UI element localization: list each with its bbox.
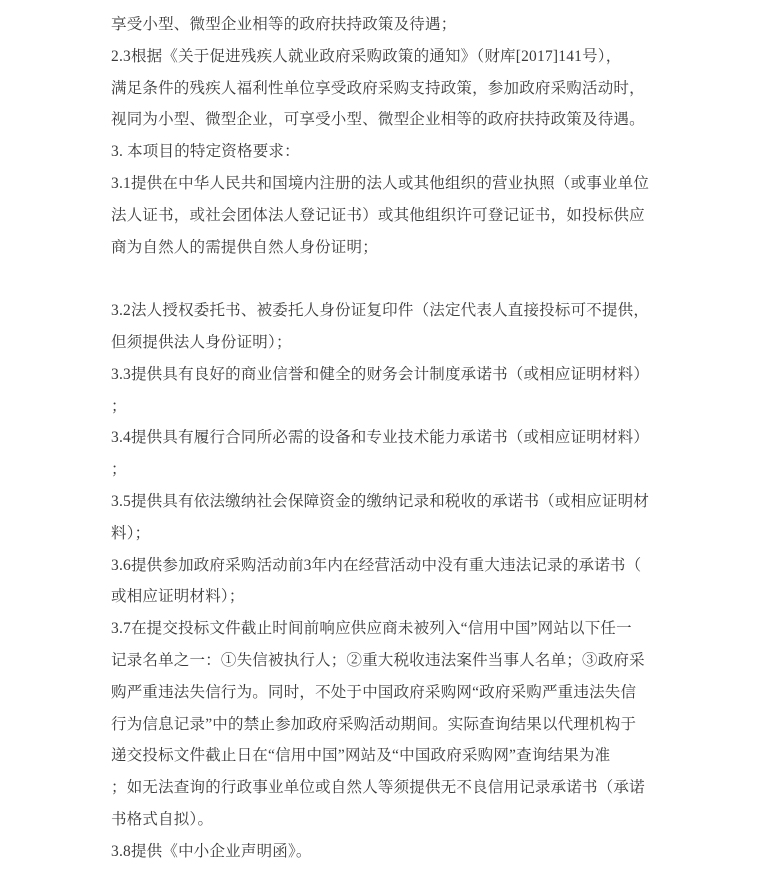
text-line: 享受小型、微型企业相等的政府扶持政策及待遇； (111, 16, 457, 33)
text-line: 但须提供法人身份证明）； (111, 333, 292, 351)
text-line: ； (111, 397, 127, 415)
text-line: 视同为小型、微型企业，可享受小型、微型企业相等的政府扶持政策及待遇。 (111, 111, 645, 129)
text-line: 3.8提供《中小企业声明函》。 (111, 842, 312, 860)
text-line: 记录名单之一：①失信被执行人；②重大税收违法案件当事人名单；③政府采 (111, 651, 645, 669)
text-line: 3. 本项目的特定资格要求： (111, 143, 300, 161)
document-text-block (111, 9, 741, 868)
text-line: 3.5提供具有依法缴纳社会保障资金的缴纳记录和税收的承诺书（或相应证明材 (111, 492, 650, 510)
text-line: 3.3提供具有良好的商业信誉和健全的财务会计制度承诺书（或相应证明材料） (111, 365, 650, 383)
text-line: 3.1提供在中华人民共和国境内注册的法人或其他组织的营业执照（或事业单位 (111, 174, 650, 192)
text-line: 3.6提供参加政府采购活动前3年内在经营活动中没有重大违法记录的承诺书（ (111, 556, 642, 574)
text-line: 书格式自拟）。 (111, 810, 214, 828)
text-line: ；如无法查询的行政事业单位或自然人等须提供无不良信用记录承诺书（承诺 (111, 779, 645, 797)
text-line: 料）； (111, 524, 151, 542)
text-line: 递交投标文件截止日在“信用中国”网站及“中国政府采购网”查询结果为准 (111, 747, 611, 765)
text-line: 3.2法人授权委托书、被委托人身份证复印件（法定代表人直接投标可不提供， (111, 302, 650, 320)
text-line: 2.3根据《关于促进残疾人就业政府采购政策的通知》（财库[2017]141号）， (111, 47, 622, 65)
text-line: 法人证书，或社会团体法人登记证书）或其他组织许可登记证书，如投标供应 (111, 206, 645, 224)
text-line: 购严重违法失信行为。同时，不处于中国政府采购网“政府采购严重违法失信 (111, 683, 637, 701)
text-line: 或相应证明材料）； (111, 588, 245, 606)
text-line: 3.7在提交投标文件截止时间前响应供应商未被列入“信用中国”网站以下任一 (111, 620, 632, 638)
text-line: 3.4提供具有履行合同所必需的设备和专业技术能力承诺书（或相应证明材料） (111, 429, 650, 447)
text-line (111, 263, 741, 295)
text-line: 商为自然人的需提供自然人身份证明； (111, 238, 378, 256)
text-line: ； (111, 461, 127, 479)
text-line: 满足条件的残疾人福利性单位享受政府采购支持政策，参加政府采购活动时， (111, 79, 645, 97)
text-line: 行为信息记录”中的禁止参加政府采购活动期间。实际查询结果以代理机构于 (111, 715, 637, 733)
